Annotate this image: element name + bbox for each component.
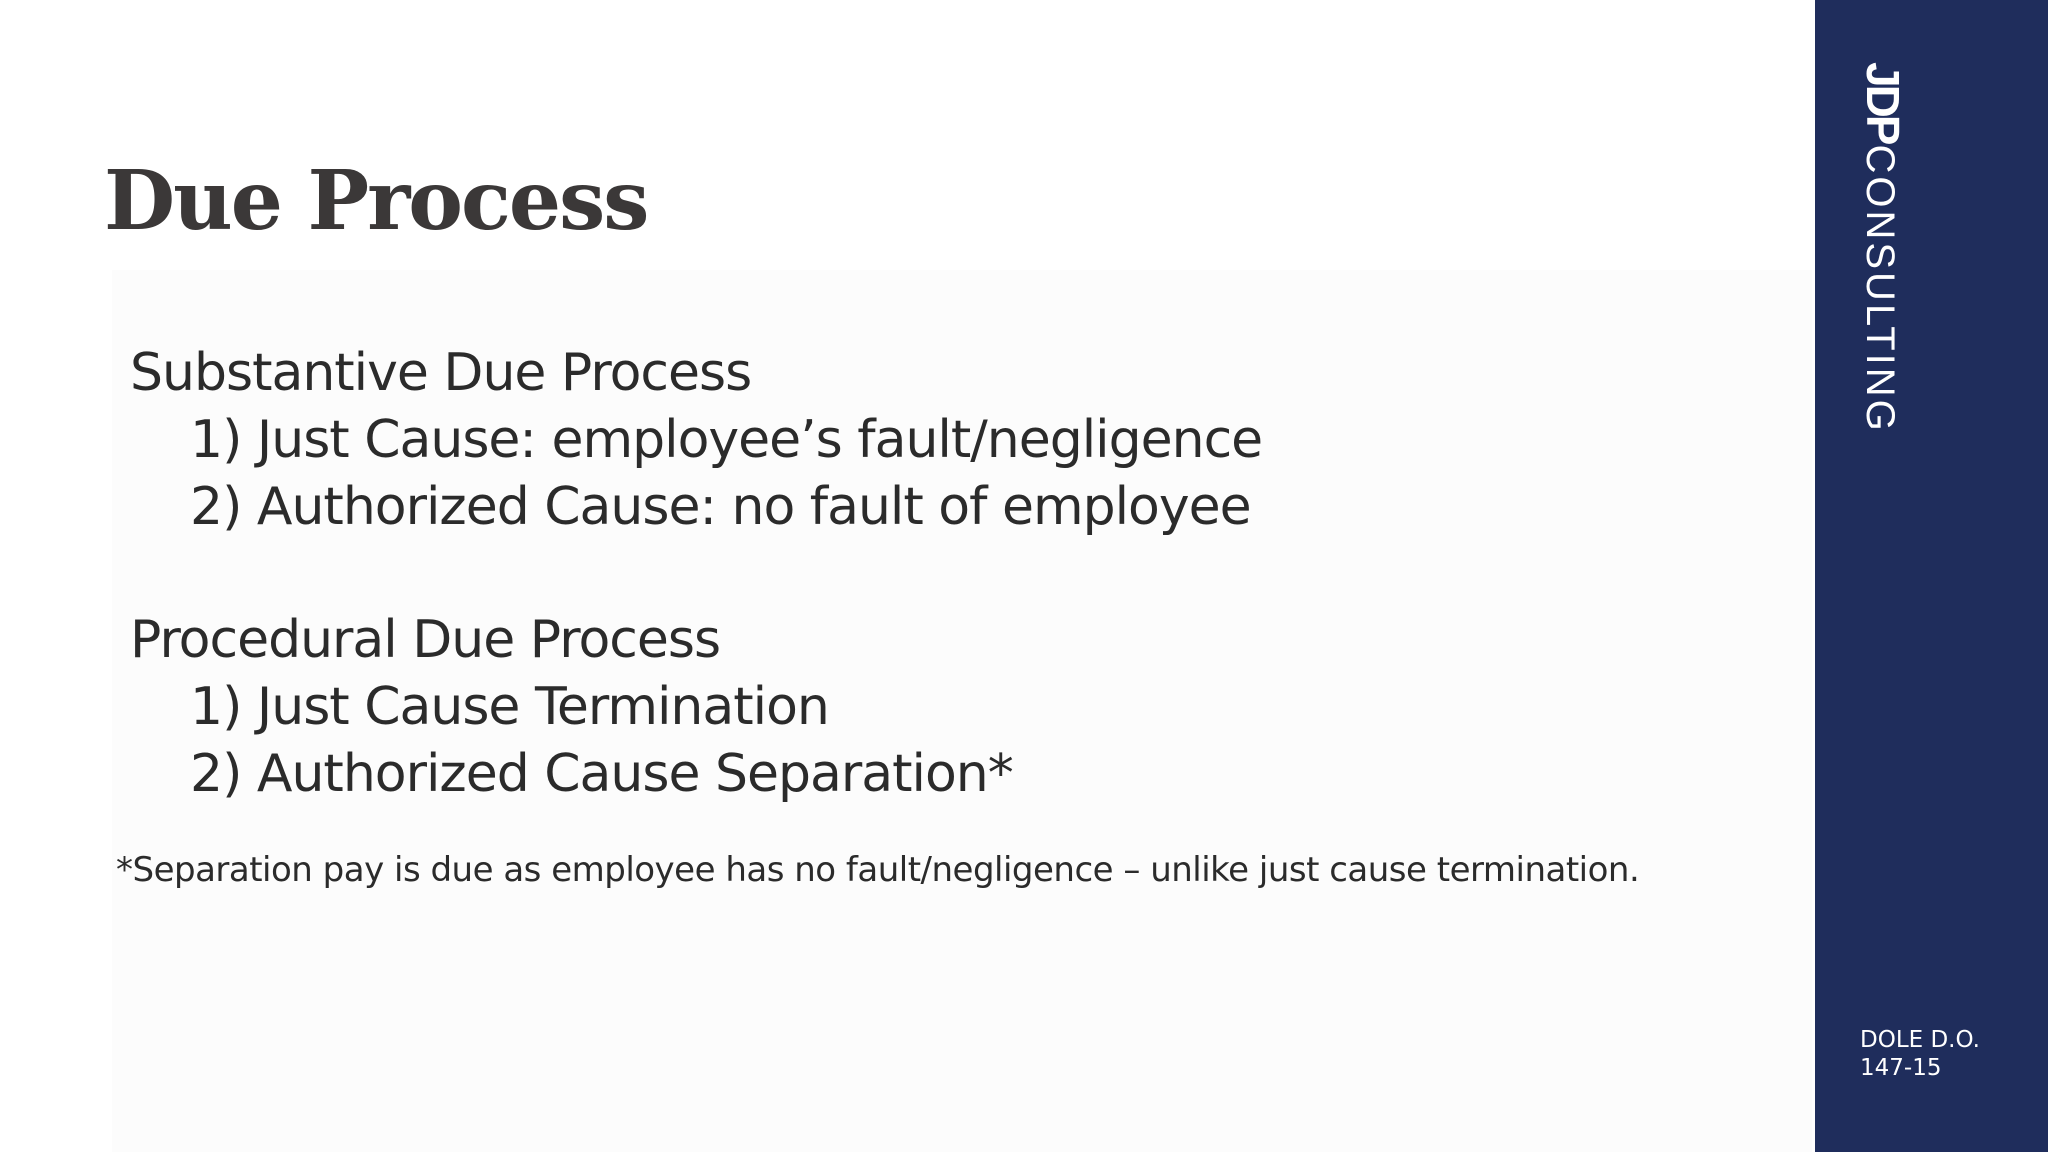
logo-wordmark xyxy=(1856,62,1910,434)
section-heading: Procedural Due Process xyxy=(130,610,721,670)
reference-line-2: 147-15 xyxy=(1860,1055,1942,1081)
substantive-due-process-section xyxy=(130,340,1262,541)
logo-text: CONSULTING xyxy=(1858,144,1902,434)
list-item: 2) Authorized Cause: no fault of employee xyxy=(190,477,1251,537)
reference-label xyxy=(1860,1026,1980,1082)
brand-sidebar xyxy=(1815,0,2048,1152)
logo-mark: JDP xyxy=(1857,62,1909,143)
footnote: *Separation pay is due as employee has no fault/negligence – unlike just cause termination. xyxy=(116,850,1640,890)
list-item: 1) Just Cause Termination xyxy=(190,677,829,737)
reference-line-1: DOLE D.O. xyxy=(1860,1027,1980,1053)
slide-title: Due Process xyxy=(104,153,648,249)
procedural-due-process-section xyxy=(130,607,1013,808)
list-item: 1) Just Cause: employee’s fault/negligence xyxy=(190,410,1263,470)
list-item: 2) Authorized Cause Separation* xyxy=(190,744,1013,804)
section-heading: Substantive Due Process xyxy=(130,343,752,403)
jdp-consulting-logo xyxy=(1857,62,1920,434)
